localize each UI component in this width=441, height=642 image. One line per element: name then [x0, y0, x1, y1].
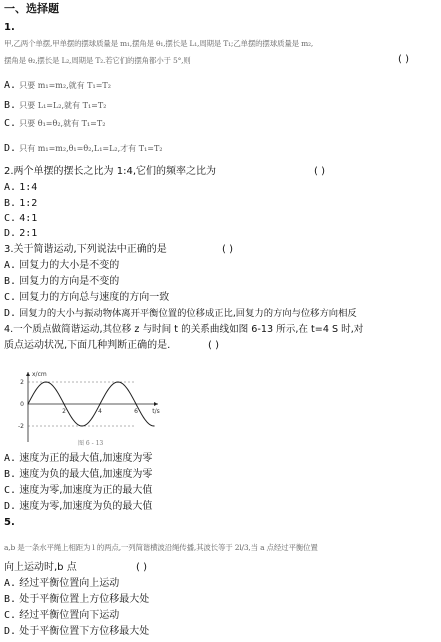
q4-option-b	[4, 469, 152, 481]
q1-option-a	[4, 80, 111, 92]
q1-stem-line2: 摆角是 θ₂,摆长是 L₂,周期是 T₂.若它们的摆角都小于 5°,则	[4, 56, 191, 65]
q3-option-d	[4, 308, 357, 320]
q4-option-c	[4, 485, 152, 497]
x-axis-arrow	[154, 402, 158, 406]
q2-option-d-text: 2:1	[19, 228, 38, 239]
q5-stem-line2: 向上运动时,b 点	[4, 562, 77, 573]
q4-answer-bracket: ( )	[208, 340, 219, 351]
q4-stem-line2: 质点运动状况,下面几种判断正确的是.	[4, 340, 171, 351]
q2-option-b-label: B.	[4, 198, 17, 209]
q2-option-b-text: 1:2	[19, 198, 38, 209]
q3-option-a-label: A.	[4, 260, 17, 271]
x-tick-label: 4	[98, 408, 102, 415]
q1-option-a-label: A.	[4, 80, 17, 91]
q1-option-d	[4, 143, 163, 155]
q5-option-b	[4, 594, 149, 606]
q3-option-a-text: 回复力的大小是不变的	[19, 260, 120, 271]
x-tick-label: 2	[62, 408, 66, 415]
q3-stem: 3.关于简谐运动,下列说法中正确的是	[4, 244, 167, 255]
x-axis-label: t/s	[152, 408, 160, 415]
q5-option-c-label: C.	[4, 610, 17, 621]
data-point	[117, 381, 118, 382]
q1-option-d-label: D.	[4, 143, 17, 154]
q2-option-a	[4, 182, 37, 194]
q1-answer-bracket: ( )	[398, 54, 409, 65]
q5-answer-bracket: ( )	[136, 562, 147, 573]
q1-option-b-label: B.	[4, 100, 17, 111]
q4-option-d	[4, 501, 152, 513]
q5-option-a-label: A.	[4, 578, 17, 589]
q4-stem-line1: 4.一个质点做简谐运动,其位移 z 与时间 t 的关系曲线如图 6-13 所示,在 t=4 S 时,对	[4, 324, 364, 335]
q5-option-d-label: D.	[4, 626, 17, 637]
q3-option-b-label: B.	[4, 276, 17, 287]
q3-option-d-label: D.	[4, 308, 17, 319]
q2-option-d	[4, 228, 37, 240]
q5-option-d-text: 处于平衡位置下方位移最大处	[19, 626, 150, 637]
q2-option-a-text: 1:4	[19, 182, 38, 193]
q4-option-d-label: D.	[4, 501, 17, 512]
q3-answer-bracket: ( )	[222, 244, 233, 255]
q5-number: 5.	[4, 517, 15, 528]
q4-option-c-label: C.	[4, 485, 17, 496]
q3-option-d-text: 回复力的大小与振动物体离开平衡位置的位移成正比,回复力的方向与位移方向相反	[19, 308, 357, 319]
q2-option-a-label: A.	[4, 182, 17, 193]
y-tick-label: 0	[20, 401, 24, 408]
q2-option-c-text: 4:1	[19, 213, 38, 224]
q5-option-a	[4, 578, 119, 590]
q3-option-a	[4, 260, 119, 272]
q1-option-d-text: 只有 m₁=m₂,θ₁=θ₂,L₁=L₂,才有 T₁=T₂	[19, 144, 163, 153]
data-point	[135, 403, 136, 404]
q5-option-c-text: 经过平衡位置向下运动	[19, 610, 120, 621]
q5-option-a-text: 经过平衡位置向上运动	[19, 578, 120, 589]
section-title: 一、选择题	[4, 2, 59, 15]
q1-option-b	[4, 100, 106, 112]
q1-option-a-text: 只要 m₁=m₂,就有 T₁=T₂	[19, 81, 111, 90]
q5-stem-line1: a,b 是一条水平绳上相距为 l 的两点,一列简谐横波沿绳传播,其波长等于 2l/3,当 a 点经过平衡位置	[4, 543, 318, 552]
q4-figure-caption: 图 6 - 13	[78, 440, 104, 447]
q1-number: 1.	[4, 22, 15, 33]
data-point	[81, 425, 82, 426]
q3-option-c-text: 回复力的方向总与速度的方向一致	[19, 292, 170, 303]
data-point	[45, 381, 46, 382]
q4-option-d-text: 速度为零,加速度为负的最大值	[19, 501, 153, 512]
q1-option-c	[4, 118, 105, 130]
q4-option-c-text: 速度为零,加速度为正的最大值	[19, 485, 153, 496]
data-point	[63, 403, 64, 404]
x-tick-label: 6	[134, 408, 138, 415]
q5-option-d	[4, 626, 149, 638]
q5-option-c	[4, 610, 119, 622]
y-tick-label: 2	[20, 379, 24, 386]
y-axis-label: x/cm	[32, 371, 47, 378]
q5-option-b-label: B.	[4, 594, 17, 605]
q4-option-a-label: A.	[4, 453, 17, 464]
data-point	[153, 425, 154, 426]
q4-option-a	[4, 453, 152, 465]
data-point	[99, 403, 100, 404]
q2-option-c	[4, 213, 37, 225]
q2-option-c-label: C.	[4, 213, 17, 224]
data-point	[27, 403, 28, 404]
q4-option-b-label: B.	[4, 469, 17, 480]
q2-stem: 2.两个单摆的摆长之比为 1:4,它们的频率之比为	[4, 166, 216, 177]
q5-option-b-text: 处于平衡位置上方位移最大处	[19, 594, 150, 605]
q1-option-b-text: 只要 L₁=L₂,就有 T₁=T₂	[19, 101, 107, 110]
q3-option-b-text: 回复力的方向是不变的	[19, 276, 120, 287]
q1-option-c-text: 只要 θ₁=θ₂,就有 T₁=T₂	[19, 119, 106, 128]
y-tick-label: -2	[18, 423, 24, 430]
q1-stem-line1: 甲,乙两个单摆,甲单摆的摆球质量是 m₁,摆角是 θ₁,摆长是 L₁,周期是 T₁;乙单摆的摆球质量是 m₂,	[4, 39, 314, 48]
y-axis-arrow	[26, 372, 30, 376]
q2-answer-bracket: ( )	[314, 166, 325, 177]
q2-option-b	[4, 198, 37, 210]
q4-option-b-text: 速度为负的最大值,加速度为零	[19, 469, 153, 480]
q1-option-c-label: C.	[4, 118, 17, 129]
q3-option-b	[4, 276, 119, 288]
q4-option-a-text: 速度为正的最大值,加速度为零	[19, 453, 153, 464]
q2-option-d-label: D.	[4, 228, 17, 239]
q3-option-c-label: C.	[4, 292, 17, 303]
q3-option-c	[4, 292, 169, 304]
